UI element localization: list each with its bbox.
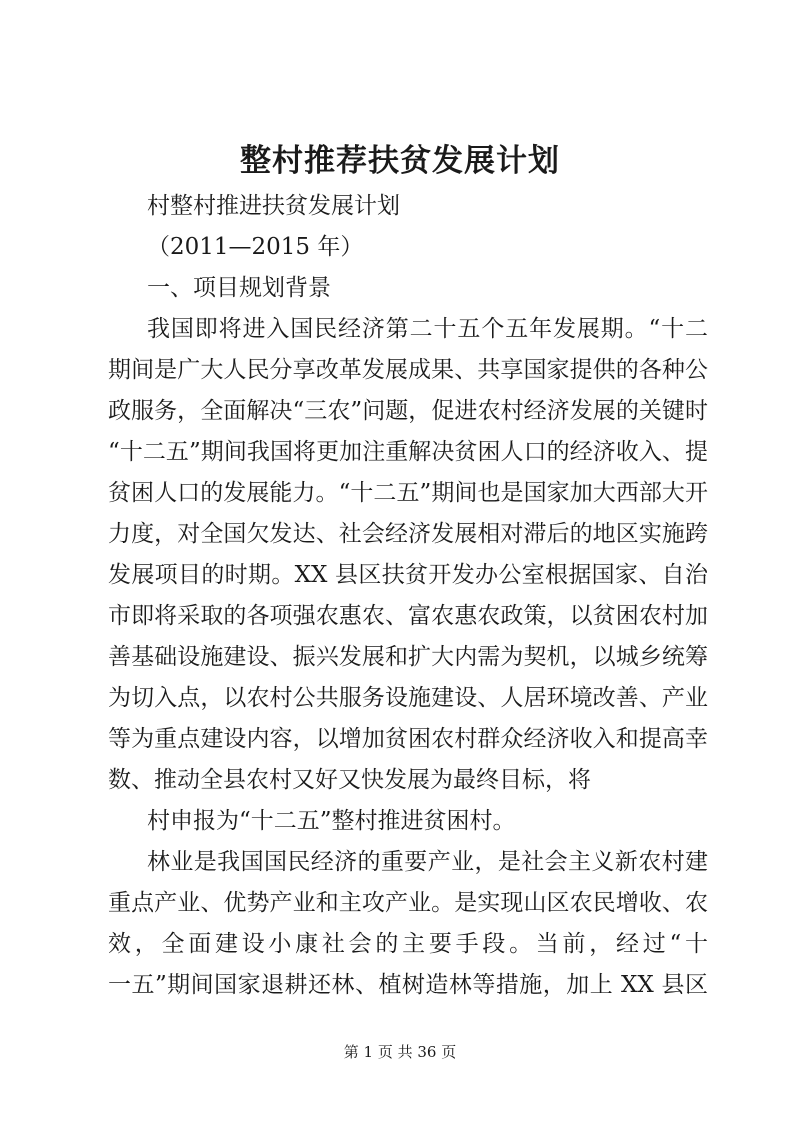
subtitle: 村整村推进扶贫发展计划 — [147, 193, 400, 219]
paragraph-line: 林业是我国国民经济的重要产业，是社会主义新农村建 — [147, 849, 708, 875]
paragraph-line: 力度，对全国欠发达、社会经济发展相对滞后的地区实施跨 — [108, 521, 708, 547]
period-text: （2011—2015 年） — [147, 234, 364, 260]
paragraph-line: 政服务，全面解决“三农”问题，促进农村经济发展的关键时 — [108, 398, 708, 424]
section-heading: 一、项目规划背景 — [147, 275, 331, 301]
paragraph-line: 善基础设施建设、振兴发展和扩大内需为契机，以城乡统筹 — [108, 644, 708, 670]
paragraph-line: 数、推动全县农村又好又快发展为最终目标，将 — [108, 767, 591, 793]
page-number-footer: 第 1 页 共 36 页 — [343, 1043, 457, 1061]
paragraph-line: 市即将采取的各项强农惠农、富农惠农政策，以贫困农村加 — [108, 603, 708, 629]
paragraph-line: “十二五”期间我国将更加注重解决贫困人口的经济收入、提 — [108, 439, 708, 465]
paragraph-line: 期间是广大人民分享改革发展成果、共享国家提供的各种公 — [108, 357, 708, 383]
paragraph-line: 一五”期间国家退耕还林、植树造林等措施，加上 XX 县区 — [108, 972, 708, 998]
paragraph-line: 贫困人口的发展能力。“十二五”期间也是国家加大西部大开 — [108, 480, 708, 506]
paragraph-line: 我国即将进入国民经济第二十五个五年发展期。“十二 — [147, 316, 708, 342]
paragraph-line: 效，全面建设小康社会的主要手段。当前，经过“十 — [108, 931, 708, 957]
document-title: 整村推荐扶贫发展计划 — [240, 143, 560, 179]
paragraph-line: 发展项目的时期。XX 县区扶贫开发办公室根据国家、自治 — [108, 562, 708, 588]
paragraph-line: 为切入点，以农村公共服务设施建设、人居环境改善、产业 — [108, 685, 708, 711]
paragraph-line: 重点产业、优势产业和主攻产业。是实现山区农民增收、农 — [108, 890, 708, 916]
paragraph-line: 等为重点建设内容，以增加贫困农村群众经济收入和提高幸 — [108, 726, 708, 752]
paragraph-line: 村申报为“十二五”整村推进贫困村。 — [147, 808, 516, 834]
